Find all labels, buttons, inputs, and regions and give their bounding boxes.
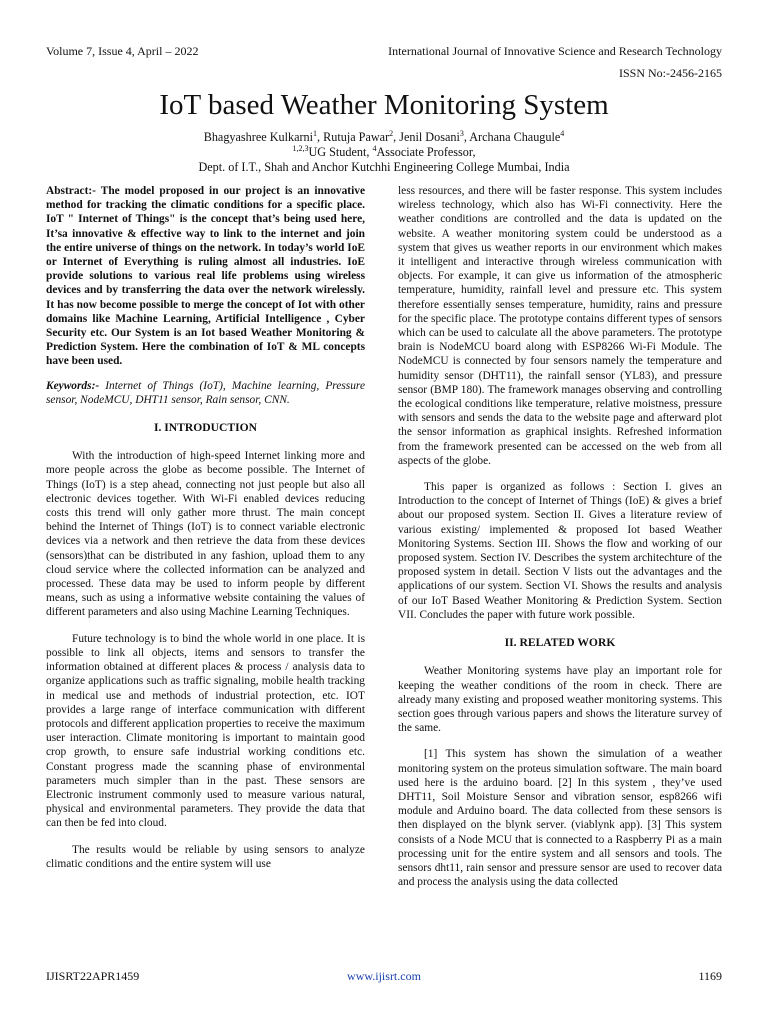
volume-info: Volume 7, Issue 4, April – 2022 xyxy=(46,44,199,58)
keywords xyxy=(46,379,365,407)
role-2: Associate Professor, xyxy=(376,145,476,159)
left-column xyxy=(46,184,365,883)
author-2-mark: 2 xyxy=(389,128,394,138)
intro-paragraph-2: Future technology is to bind the whole world in one place. It is possible to link all objects, items and sensors to transfer the information obtained at different places & process / analysis data to organize applications such as traffic signaling, mobile health tracking in medical use and methods of industrial protection, etc. IOT provides a large range of interface communication with different protocols and different application properties to receive the maximum user interaction. Climate monitoring is important to maintain good crop growth, to ensure safe industrial working conditions etc. Constant progress made the scanning phase of environmental parameters much simpler than in the past. These sensors are Electronic instrument commonly used to measure various natural, physical and environmental parameters. They provide the data that can then be fed into cloud. xyxy=(46,632,365,830)
section-heading-introduction: I. INTRODUCTION xyxy=(153,421,258,435)
related-work-paragraph-2: [1] This system has shown the simulation of a weather monitoring system on the proteus simulation software. The main board used here is the arduino board. [2] In this system , they’ve used DHT11, Soil Moisture Sensor and vibration sensor, esp8266 wifi module and Arduino board. The data collected from these sensors is then displayed on the blynk server. (viablynk app). [3] This system consists of a Node MCU that is connected to a Raspberry Pi as a main processing unit for the entire system and all sensors and tools. The sensors dht11, rain sensor and pressure sensor are used to recover data and process the analysis using the data collected xyxy=(398,748,722,889)
journal-name: International Journal of Innovative Science and Research Technology xyxy=(388,44,722,58)
issn: ISSN No:-2456-2165 xyxy=(618,66,722,80)
role-1: UG Student, xyxy=(308,145,373,159)
affiliation: Dept. of I.T., Shah and Anchor Kutchhi Engineering College Mumbai, India xyxy=(198,160,570,174)
keywords-text: Internet of Things (IoT), Machine learning, Pressure sensor, NodeMCU, DHT11 sensor, Rain sensor, CNN. xyxy=(46,379,365,406)
author-1: Bhagyashree Kulkarni xyxy=(203,130,314,144)
role-1-mark: 1,2,3 xyxy=(292,143,309,153)
abstract: Abstract:- The model proposed in our project is an innovative method for tracking the climatic conditions for a specific place. IoT " Internet of Things" is the concept that’s being used here, It’sa innovative & effective way to link to the internet and join the entire universe of things on the network. In today’s world IoE or Internet of Everything is ruling almost all industries. IoE provide solutions to various real life problems using wireless devices and by transferring the data over the network wirelessly. It has now become possible to merge the concept of Iot with other domains like Machine Learning, Artificial Intelligence , Cyber Security etc. Our System is an Iot based Weather Monitoring & Prediction System. Here the combination of IoT & ML concepts have been used. xyxy=(46,185,365,368)
intro-paragraph-continued: less resources, and there will be faster response. This system includes wireless technology, which also has Wi-Fi connectivity. Here the weather conditions are controlled and the data is updated on the website. A weather monitoring system could be understood as a system that gives us weather reports in our environment which makes it intelligent and interactive through wireless communication with objects. For example, it can give us information of the atmospheric temperature, humidity, rainfall level and pressure etc. This system therefore essentially senses temperature, humidity, rains and pressure for the specific place. The prototype contains different types of sensors which can be used to calculate all the above parameters. The prototype brain is NodeMCU board along with ESP8266 Wi-Fi Module. The NodeMCU is connected by four sensors namely the temperature and humidity sensor (DHT11), the rainfall sensor (YL83), and pressure sensor (BMP 180). The framework manages observing and controlling the ecological conditions like temperature, relative moistness, pressure with sensors and sends the data to the website page and afterward plot the sensor information as graphical insights. Refreshed information from the framework presented can be accessed on the web from all aspects of the globe. xyxy=(398,185,722,467)
author-1-mark: 1 xyxy=(313,128,318,138)
author-3: , Jenil Dosani xyxy=(393,130,460,144)
section-heading-related-work: II. RELATED WORK xyxy=(504,636,616,650)
author-roles xyxy=(0,145,768,160)
right-column xyxy=(398,184,722,901)
author-4: , Archana Chaugule xyxy=(463,130,561,144)
intro-paragraph-1: With the introduction of high-speed Internet linking more and more people across the globe as become possible. The Internet of Things (IoT) is a step ahead, connecting not just people but also all electronic devices together. With Wi-Fi enabled devices reducing costs this trend will only gather more thrust. The main concept behind the Internet of Things (IoT) is to connect variable electronic devices via a network and then retrieve the data from these devices (sensors)that can be distributed in any fashion, upload them to any cloud service where the collected information can be analyzed and processed. These data may be used to inform people by different means, such as using a informative website containing the values of different parameters and also using Machine Learning Techniques. xyxy=(46,450,365,619)
intro-paragraph-3: The results would be reliable by using sensors to analyze climatic conditions and the entire system will use xyxy=(46,843,365,870)
author-4-mark: 4 xyxy=(560,128,565,138)
article-code: IJISRT22APR1459 xyxy=(46,969,140,983)
related-work-paragraph-1: Weather Monitoring systems have play an important role for keeping the weather conditions of the room in check. There are already many existing and proposed weather monitoring systems. This section goes through various papers and shows the literature survey of the same. xyxy=(398,665,722,735)
author-block xyxy=(0,130,768,175)
author-2: , Rutuja Pawar xyxy=(317,130,390,144)
paper-title: IoT based Weather Monitoring System xyxy=(159,89,609,121)
author-names xyxy=(0,130,768,145)
page-number: 1169 xyxy=(698,969,722,983)
author-3-mark: 3 xyxy=(459,128,464,138)
role-2-mark: 4 xyxy=(372,143,377,153)
organization-paragraph: This paper is organized as follows : Section I. gives an Introduction to the concept of Internet of Things (IoE) & gives a brief about our proposed system. Section II. Gives a literature review of various existing/ implemented & proposed Iot based Weather Monitoring Systems. Section III. Shows the flow and working of our proposed system. Section IV. Describes the system architechture of the proposed system in detail. Section V lists out the advantages and the applications of our system. Section VI. Shows the results and analysis of our IoT Based Weather Monitoring & Prediction System. Section VII. Concludes the paper with future work possible. xyxy=(398,481,722,621)
journal-url-link[interactable]: www.ijisrt.com xyxy=(347,969,421,983)
keywords-label: Keywords:- xyxy=(46,379,100,392)
